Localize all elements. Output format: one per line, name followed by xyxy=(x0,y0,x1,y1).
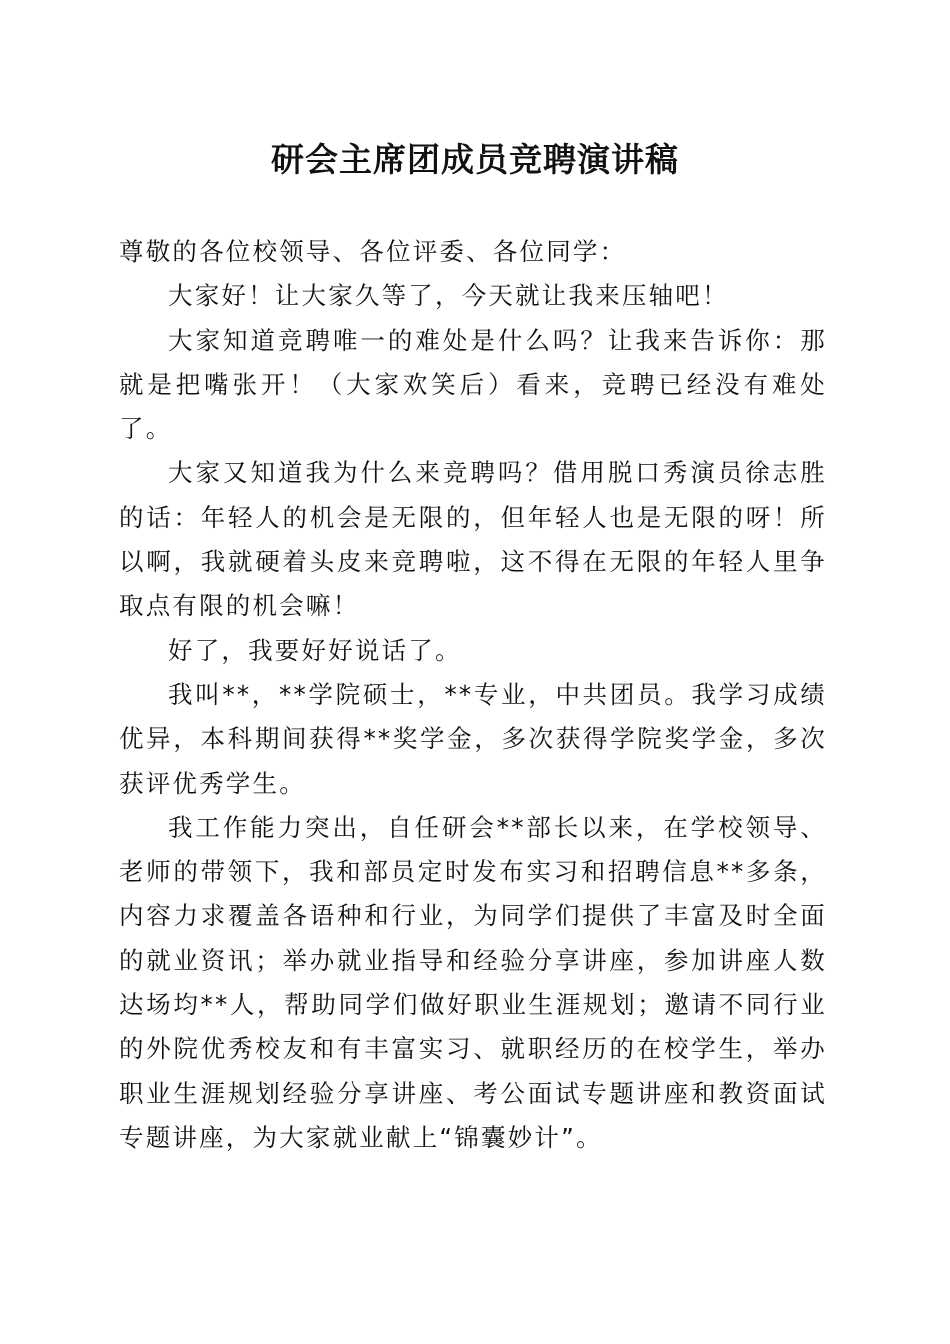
body-paragraph: 大家知道竞聘唯一的难处是什么吗？让我来告诉你：那就是把嘴张开！（大家欢笑后）看来，竞聘已经没有难处了。 xyxy=(119,325,827,444)
greeting-paragraph: 大家好！让大家久等了，今天就让我来压轴吧！ xyxy=(168,281,729,311)
body-paragraph: 我叫**，**学院硕士，**专业，中共团员。我学习成绩优异，本科期间获得**奖学金，多次获得学院奖学金，多次获评优秀学生。 xyxy=(119,679,827,798)
salutation-paragraph: 尊敬的各位校领导、各位评委、各位同学： xyxy=(119,237,627,266)
body-paragraph: 好了，我要好好说话了。 xyxy=(168,635,462,665)
document-title: 研会主席团成员竞聘演讲稿 xyxy=(271,140,679,179)
body-paragraph: 我工作能力突出，自任研会**部长以来，在学校领导、老师的带领下，我和部员定时发布实习和招聘信息**多条，内容力求覆盖各语种和行业，为同学们提供了丰富及时全面的就业资讯；举办就业指导和经验分享讲座，参加讲座人数达场均**人，帮助同学们做好职业生涯规划；邀请不同行业的外院优秀校友和有丰富实习、就职经历的在校学生，举办职业生涯规划经验分享讲座、考公面试专题讲座和教资面试专题讲座，为大家就业献上“锦囊妙计”。 xyxy=(119,812,827,1152)
body-paragraph: 大家又知道我为什么来竞聘吗？借用脱口秀演员徐志胜的话：年轻人的机会是无限的，但年轻人也是无限的呀！所以啊，我就硬着头皮来竞聘啦，这不得在无限的年轻人里争取点有限的机会嘛！ xyxy=(119,458,827,621)
document-body xyxy=(119,230,827,1160)
